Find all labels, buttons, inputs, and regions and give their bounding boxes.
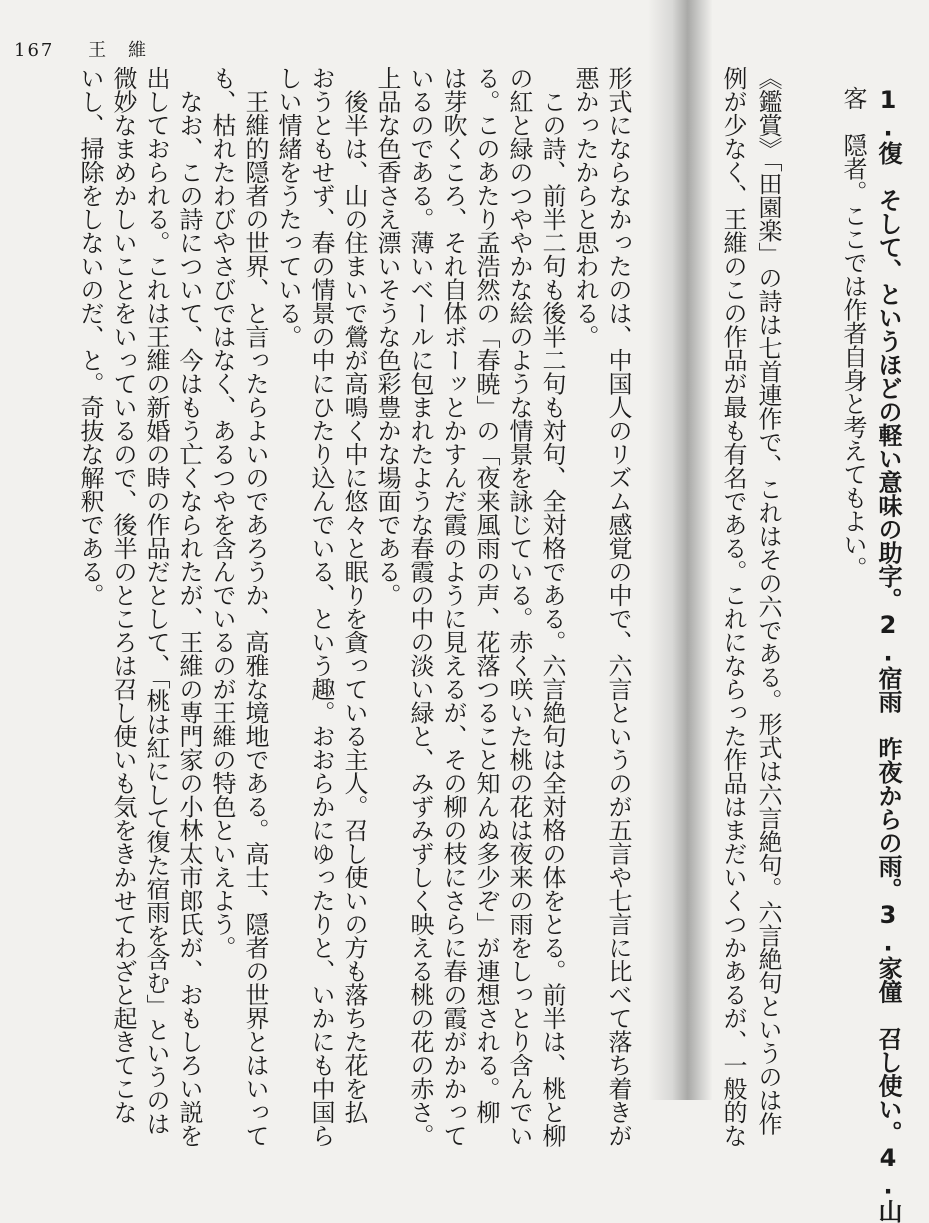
body-line: 悪かったからと思われる。 xyxy=(571,66,599,348)
note-line: 1.復 そして、というほどの軽い意味の助字。2.宿雨 昨夜からの雨。3.家僮 召し使い。4.山 xyxy=(874,86,902,1223)
body-line: 微妙なまめかしいことをいっているので、後半のところは召し使いも気をきかせてわざと起きてこな xyxy=(109,66,137,1124)
body-line: 王維的隠者の世界、と言ったらよいのであろうか、高雅な境地である。高士、隠者の世界とはいって xyxy=(241,66,269,1147)
page-number: 167 xyxy=(14,40,55,61)
body-line: しい情緒をうたっている。 xyxy=(274,66,302,348)
body-line: おうともせず、春の情景の中にひたり込んでいる、という趣。おおらかにゆったりと、いかにも中国ら xyxy=(307,66,335,1147)
body-line: 例が少なく、王維のこの作品が最も有名である。これにならった作品はまだいくつかあるが、一般的な xyxy=(719,66,747,1147)
body-line: 形式にならなかったのは、中国人のリズム感覚の中で、六言というのが五言や七言に比べて落ち着きが xyxy=(604,66,632,1147)
body-line: 《鑑賞》「田園楽」の詩は七首連作で、これはその六である。形式は六言絶句。六言絶句というのは作 xyxy=(754,66,782,1135)
body-line: 出しておられる。これは王維の新婚の時の作品だとして、「桃は紅にして復た宿雨を含む」というのは xyxy=(142,66,170,1135)
body-line: いるのである。薄いベールに包まれたような春霞の中の淡い緑と、みずみずしく映える桃の花の赤さ。 xyxy=(406,66,434,1147)
body-line: なお、この詩について、今はもう亡くなられたが、王維の専門家の小林太市郎氏が、おもしろい説を xyxy=(175,66,203,1147)
running-header xyxy=(14,36,148,62)
note-line: 客 隠者。ここでは作者自身と考えてもよい。 xyxy=(839,86,867,580)
running-title: 王 維 xyxy=(88,40,149,61)
body-line: も、枯れたわびやさびではなく、あるつやを含んでいるのが王維の特色といえよう。 xyxy=(208,66,236,959)
body-line: は芽吹くころ、それ自体ボーッとかすんだ霞のように見えるが、その柳の枝にさらに春の霞がかかって xyxy=(439,66,467,1147)
book-gutter xyxy=(648,0,712,1100)
body-line: 後半は、山の住まいで鶯が高鳴く中に悠々と眠りを貪っている主人。召し使いの方も落ちた花を払 xyxy=(340,66,368,1124)
body-line: この詩、前半二句も後半二句も対句、全対格である。六言絶句は全対格の体をとる。前半は、桃と柳 xyxy=(538,66,566,1147)
body-line: いし、掃除をしないのだ、と。奇抜な解釈である。 xyxy=(76,66,104,607)
body-line: の紅と緑のつややかな絵のような情景を詠じている。赤く咲いた桃の花は夜来の雨をしっとり含んでい xyxy=(505,66,533,1147)
body-line: る。このあたり孟浩然の「春暁」の「夜来風雨の声、花落つること知んぬ多少ぞ」が連想される。柳 xyxy=(472,66,500,1124)
body-line: 上品な色香さえ漂いそうな色彩豊かな場面である。 xyxy=(373,66,401,607)
